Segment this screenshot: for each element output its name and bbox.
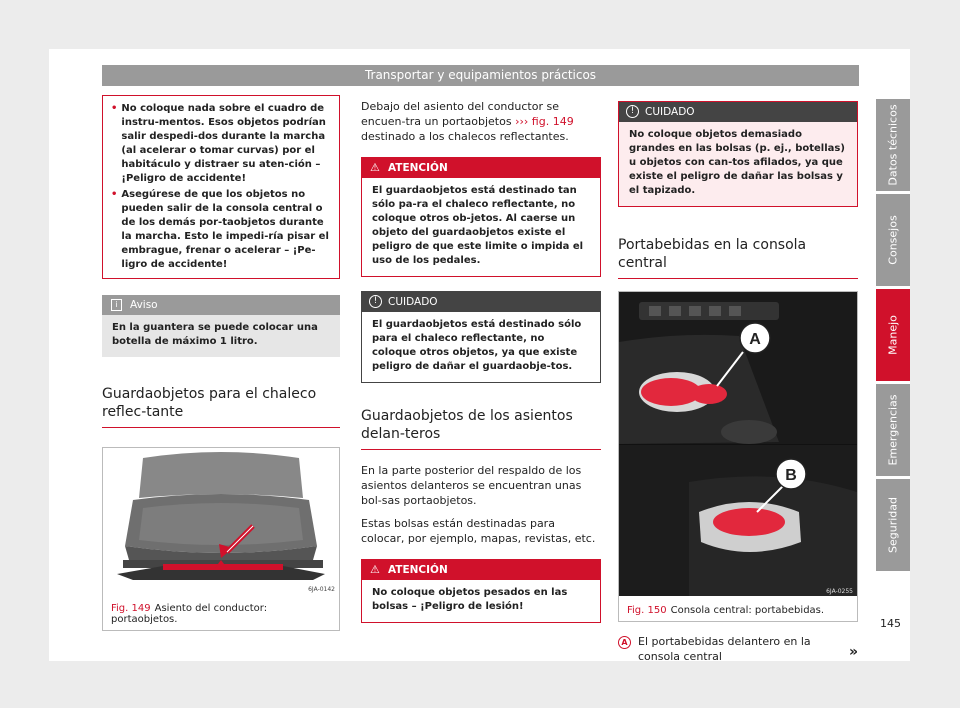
seat-illustration bbox=[103, 448, 339, 594]
figure-149 bbox=[102, 447, 340, 631]
marker-a: A bbox=[618, 636, 631, 649]
exclamation-circle-icon: ! bbox=[369, 295, 382, 308]
section-title-portabebidas: Portabebidas en la consola central bbox=[618, 236, 858, 279]
continue-marker: » bbox=[848, 644, 858, 660]
callout-b: B bbox=[785, 467, 797, 484]
warning-item: • No coloque nada sobre el cuadro de instru-mentos. Esos objetos podrían salir despedi-dos durante la marcha (al acelerar o tomar curvas) por el habitáculo y distraer su aten-ción – ¡Peligro de accidente! bbox=[111, 103, 326, 184]
atencion-header: ⚠ ATENCIÓN bbox=[362, 560, 600, 580]
figure-150 bbox=[618, 291, 858, 622]
section-title-asientos: Guardaobjetos de los asientos delan-teros bbox=[361, 407, 601, 450]
aviso-box bbox=[102, 295, 340, 357]
tab-emergencias[interactable]: Emergencias bbox=[876, 384, 910, 476]
cuidado-box-2: ! CUIDADO No coloque objetos demasiado grandes en las bolsas (p. ej., botellas) u objetos con can-tos afilados, ya que existe el peligro de dañar las bolsas y el tapizado. bbox=[618, 101, 858, 207]
atencion-header: ⚠ ATENCIÓN bbox=[362, 158, 600, 178]
exclamation-circle-icon: ! bbox=[626, 105, 639, 118]
callout-a: A bbox=[749, 331, 761, 348]
tab-seguridad[interactable]: Seguridad bbox=[876, 479, 910, 571]
info-icon: i bbox=[111, 299, 122, 311]
tab-consejos[interactable]: Consejos bbox=[876, 194, 910, 286]
figure-code: 6JA-0255 bbox=[826, 588, 853, 595]
tab-manejo[interactable]: Manejo bbox=[876, 289, 910, 381]
warning-triangle-icon: ⚠ bbox=[370, 161, 380, 174]
column-3 bbox=[618, 101, 858, 664]
cuidado-header: ! CUIDADO bbox=[619, 102, 857, 122]
side-tabs bbox=[876, 99, 910, 574]
list-item: A El portabebidas delantero en la consola central » bbox=[618, 634, 858, 664]
figure-caption: Fig. 150 Consola central: portabebidas. bbox=[627, 605, 825, 616]
console-photo bbox=[619, 292, 857, 596]
page-number: 145 bbox=[880, 617, 901, 630]
figure-caption: Fig. 149 Asiento del conductor: portaobjetos. bbox=[111, 603, 268, 625]
warning-triangle-icon: ⚠ bbox=[370, 563, 380, 576]
section-title-chaleco: Guardaobjetos para el chaleco reflec-tante bbox=[102, 385, 340, 428]
intro-paragraph: Debajo del asiento del conductor se encuen-tra un portaobjetos ››› fig. 149 destinado a los chalecos reflectantes. bbox=[361, 100, 574, 143]
cuidado-box-1: ! CUIDADO El guardaobjetos está destinado sólo para el chaleco reflectante, no coloque otros objetos, ya que existe peligro de dañar el guardaobje-tos. bbox=[361, 291, 601, 383]
aviso-header: i Aviso bbox=[102, 295, 340, 315]
column-1 bbox=[102, 95, 340, 631]
figure-code: 6JA-0142 bbox=[308, 586, 335, 593]
paragraph: En la parte posterior del respaldo de los asientos delanteros se encuentran unas bol-sas portaobjetos. bbox=[361, 464, 582, 507]
atencion-box-2: ⚠ ATENCIÓN No coloque objetos pesados en las bolsas – ¡Peligro de lesión! bbox=[361, 559, 601, 623]
page-header: Transportar y equipamientos prácticos bbox=[102, 65, 859, 86]
cuidado-header: ! CUIDADO bbox=[362, 292, 600, 312]
aviso-text: En la guantera se puede colocar una botella de máximo 1 litro. bbox=[112, 322, 318, 347]
paragraph: Estas bolsas están destinadas para colocar, por ejemplo, mapas, revistas, etc. bbox=[361, 517, 596, 545]
figure-reference-link[interactable]: ››› fig. 149 bbox=[515, 115, 574, 128]
warning-box bbox=[102, 95, 340, 279]
atencion-box-1: ⚠ ATENCIÓN El guardaobjetos está destinado tan sólo pa-ra el chaleco reflectante, no coloque otros ob-jetos. Al caerse un objeto del guardaobjetos existe el peligro de que este limite o impida el uso de los pedales. bbox=[361, 157, 601, 277]
warning-item: • Asegúrese de que los objetos no pueden salir de la consola central o de los demás por-taobjetos durante la marcha. Esto le impedi-ría pisar el embrague, frenar o acelerar – ¡Pe-ligro de accidente! bbox=[111, 189, 329, 270]
column-2 bbox=[361, 99, 601, 623]
tab-datos-tecnicos[interactable]: Datos técnicos bbox=[876, 99, 910, 191]
